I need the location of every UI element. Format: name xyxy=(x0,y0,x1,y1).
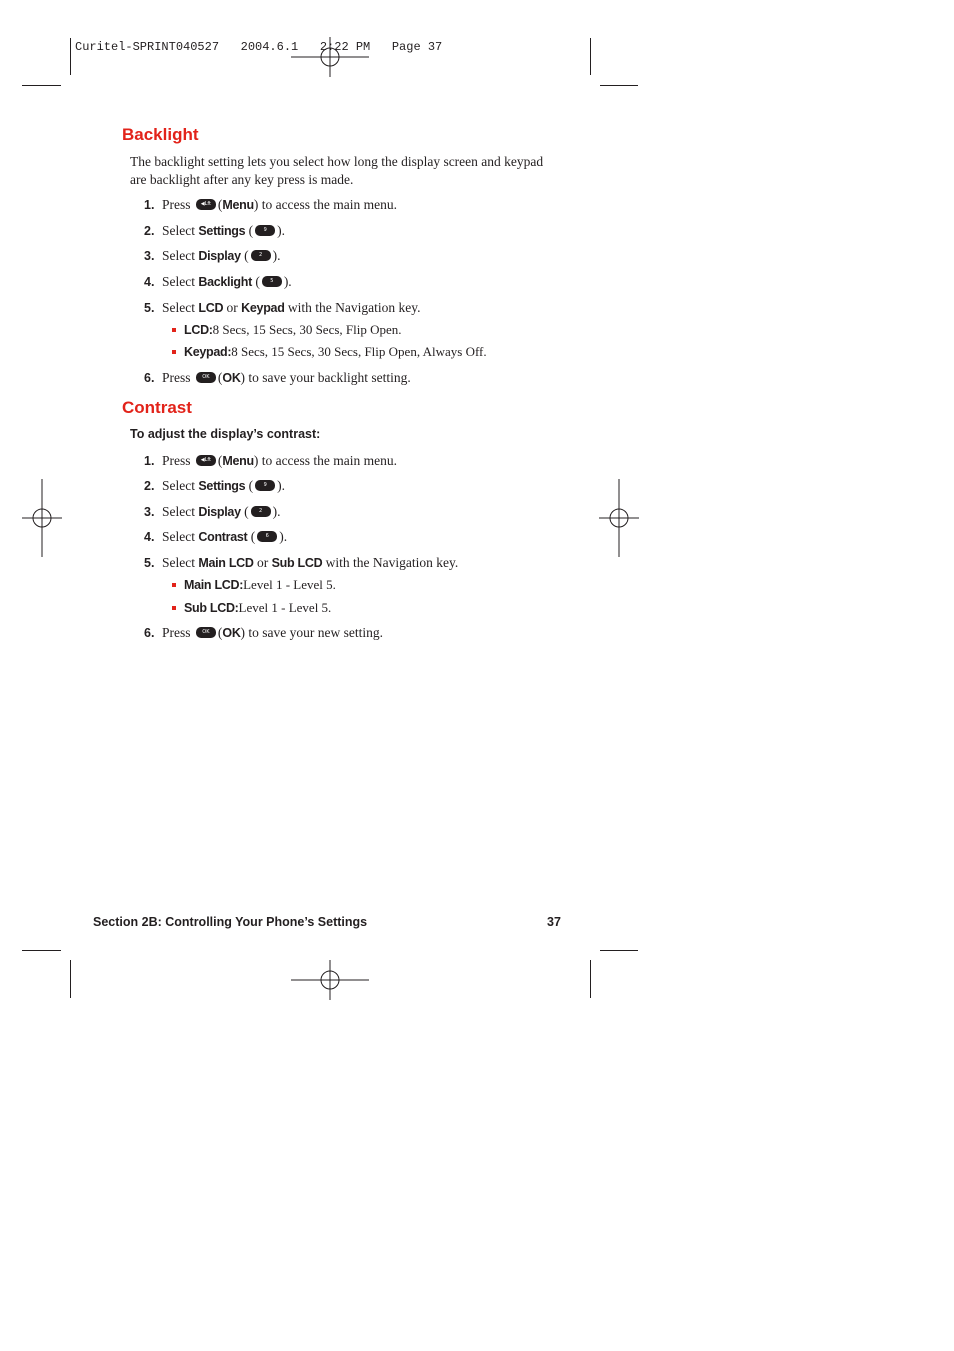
bullet-square-icon xyxy=(172,350,176,354)
left-softkey-icon: ◀Lft xyxy=(196,455,216,466)
left-softkey-icon: ◀Lft xyxy=(196,199,216,210)
step-item: 6. Press OK (OK) to save your backlight setting. xyxy=(144,370,411,385)
step-item: 1. Press ◀Lft (Menu) to access the main menu. xyxy=(144,197,398,212)
bullet-square-icon xyxy=(172,583,176,587)
crop-mark xyxy=(70,38,71,75)
print-slug: Curitel-SPRINT040527 2004.6.1 2:22 PM Page 37 xyxy=(75,40,443,54)
section-title-contrast: Contrast xyxy=(122,398,192,417)
registration-mark-icon xyxy=(291,960,369,1000)
crop-mark xyxy=(590,38,591,75)
registration-mark-icon xyxy=(599,479,639,557)
step-item: 1. Press ◀Lft (Menu) to access the main menu. xyxy=(144,453,398,468)
step-item: 5. Select LCD or Keypad with the Navigation key. xyxy=(144,300,421,315)
key-6-icon: 6 xyxy=(257,531,277,542)
bullet-item: Sub LCD:Level 1 - Level 5. xyxy=(172,600,331,616)
key-5-icon: 5 xyxy=(262,276,282,287)
step-item: 6. Press OK (OK) to save your new setting. xyxy=(144,625,384,640)
page-number: 37 xyxy=(547,915,561,929)
key-9-icon: 9 xyxy=(255,480,275,491)
crop-mark xyxy=(22,950,61,951)
crop-mark xyxy=(590,960,591,998)
footer-section-title: Section 2B: Controlling Your Phone’s Settings xyxy=(93,915,368,929)
crop-mark xyxy=(600,85,638,86)
key-2-icon: 2 xyxy=(251,250,271,261)
ok-key-icon: OK xyxy=(196,627,216,638)
intro-text: The backlight setting lets you select how long the display screen and keypad are backlight after any key press is made. xyxy=(130,154,544,187)
crop-mark xyxy=(600,950,638,951)
bullet-square-icon xyxy=(172,328,176,332)
step-item: 5. Select Main LCD or Sub LCD with the Navigation key. xyxy=(144,555,459,570)
crop-mark xyxy=(70,960,71,998)
registration-mark-icon xyxy=(291,37,369,77)
key-2-icon: 2 xyxy=(251,506,271,517)
ok-key-icon: OK xyxy=(196,372,216,383)
section-title-backlight: Backlight xyxy=(122,125,199,144)
crop-mark xyxy=(22,85,61,86)
step-item: 4. Select Backlight ( 5 ). xyxy=(144,274,292,289)
key-9-icon: 9 xyxy=(255,225,275,236)
subhead: To adjust the display’s contrast: xyxy=(130,427,321,441)
registration-mark-icon xyxy=(22,479,62,557)
step-item: 3. Select Display ( 2 ). xyxy=(144,504,281,519)
bullet-item: Main LCD:Level 1 - Level 5. xyxy=(172,577,336,593)
bullet-square-icon xyxy=(172,606,176,610)
step-item: 2. Select Settings ( 9 ). xyxy=(144,223,286,238)
step-item: 3. Select Display ( 2 ). xyxy=(144,248,281,263)
step-item: 4. Select Contrast ( 6 ). xyxy=(144,529,288,544)
bullet-item: LCD:8 Secs, 15 Secs, 30 Secs, Flip Open. xyxy=(172,322,402,338)
step-item: 2. Select Settings ( 9 ). xyxy=(144,478,286,493)
bullet-item: Keypad:8 Secs, 15 Secs, 30 Secs, Flip Open, Always Off. xyxy=(172,344,487,360)
